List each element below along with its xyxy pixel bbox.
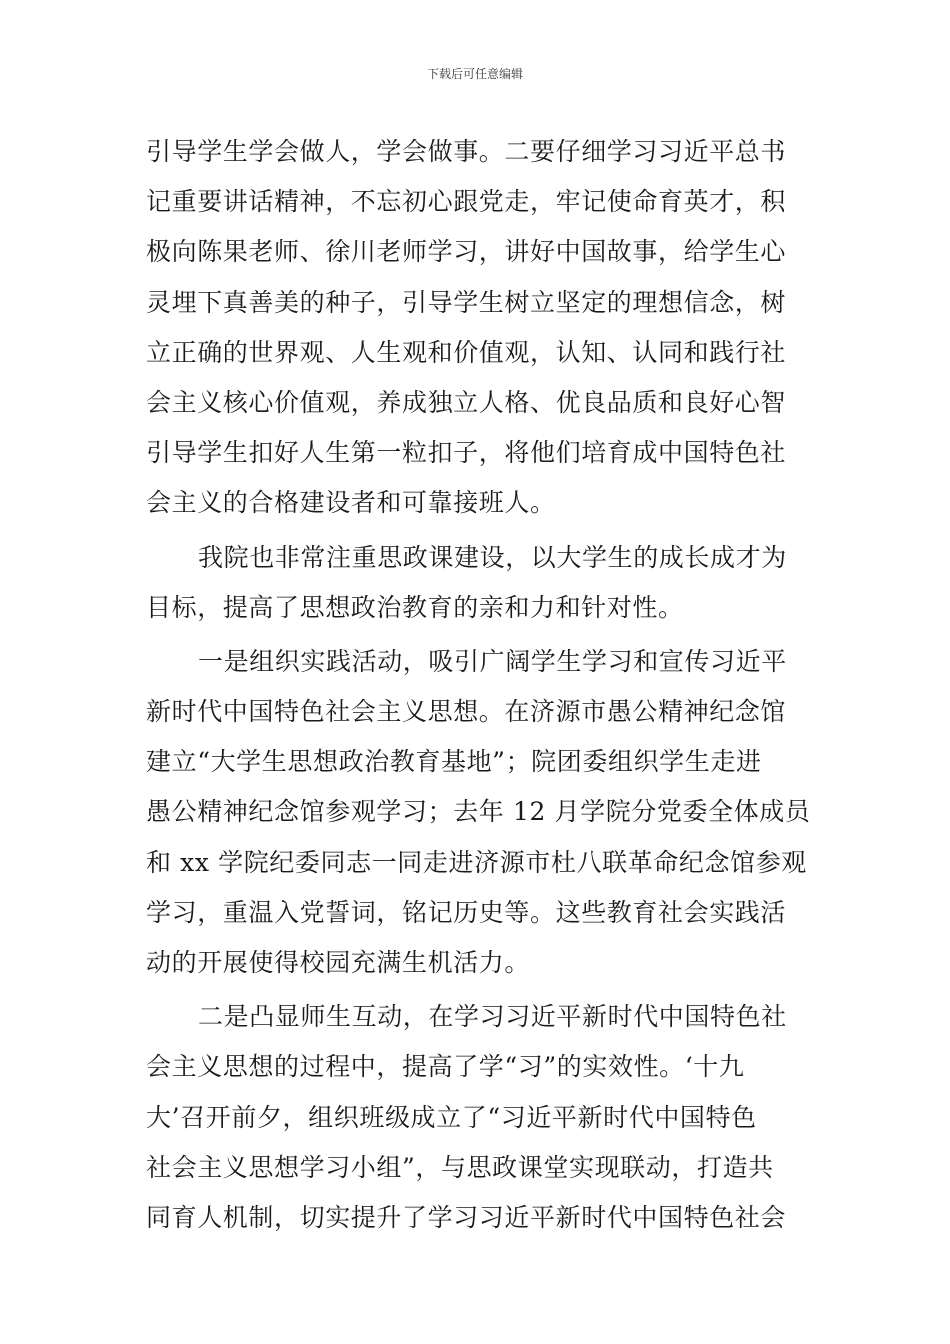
text-line: 一是组织实践活动，吸引广阔学生学习和宣传习近平	[198, 646, 787, 676]
paragraph-1	[146, 127, 810, 529]
text-line: 二是凸显师生互动，在学习习近平新时代中国特色社	[198, 1002, 787, 1032]
text-line: 目标，提高了思想政治教育的亲和力和针对性。	[146, 592, 684, 622]
paragraph-2	[146, 533, 810, 633]
text-line: 记重要讲话精神，不忘初心跟党走，牢记使命育英才，积	[146, 187, 787, 217]
text-line: 新时代中国特色社会主义思想。在济源市愚公精神纪念馆	[146, 697, 787, 727]
text-line: 同育人机制，切实提升了学习习近平新时代中国特色社会	[146, 1202, 787, 1232]
document-body	[146, 127, 810, 1243]
text-line: 我院也非常注重思政课建设，以大学生的成长成才为	[198, 542, 787, 572]
text-line: 社会主义思想学习小组”，与思政课堂实现联动，打造共	[146, 1152, 774, 1182]
paragraph-4	[146, 992, 810, 1243]
text-line: 大’召开前夕，组织班级成立了“习近平新时代中国特色	[146, 1102, 757, 1132]
text-line: 立正确的世界观、人生观和价值观，认知、认同和践行社	[146, 337, 787, 367]
text-line: 灵埋下真善美的种子，引导学生树立坚定的理想信念，树	[146, 287, 787, 317]
text-line: 引导学生扣好人生第一粒扣子，将他们培育成中国特色社	[146, 438, 787, 468]
text-line: 极向陈果老师、徐川老师学习，讲好中国故事，给学生心	[146, 237, 787, 267]
text-line: 和 xx 学院纪委同志一同走进济源市杜八联革命纪念馆参观	[146, 847, 807, 877]
paragraph-3	[146, 637, 810, 988]
text-line: 会主义的合格建设者和可靠接班人。	[146, 488, 556, 518]
text-line: 引导学生学会做人，学会做事。二要仔细学习习近平总书	[146, 137, 787, 166]
text-line: 动的开展使得校园充满生机活力。	[146, 948, 531, 977]
text-line: 会主义思想的过程中，提高了学“习”的实效性。‘十九	[146, 1052, 745, 1082]
text-line: 愚公精神纪念馆参观学习；去年 12 月学院分党委全体成员	[146, 797, 811, 827]
text-line: 建立“大学生思想政治教育基地”；院团委组织学生走进	[146, 747, 762, 777]
text-line: 学习，重温入党誓词，铭记历史等。这些教育社会实践活	[146, 897, 787, 927]
page-header: 下载后可任意编辑	[426, 67, 523, 81]
text-line: 会主义核心价值观，养成独立人格、优良品质和良好心智	[146, 387, 787, 417]
